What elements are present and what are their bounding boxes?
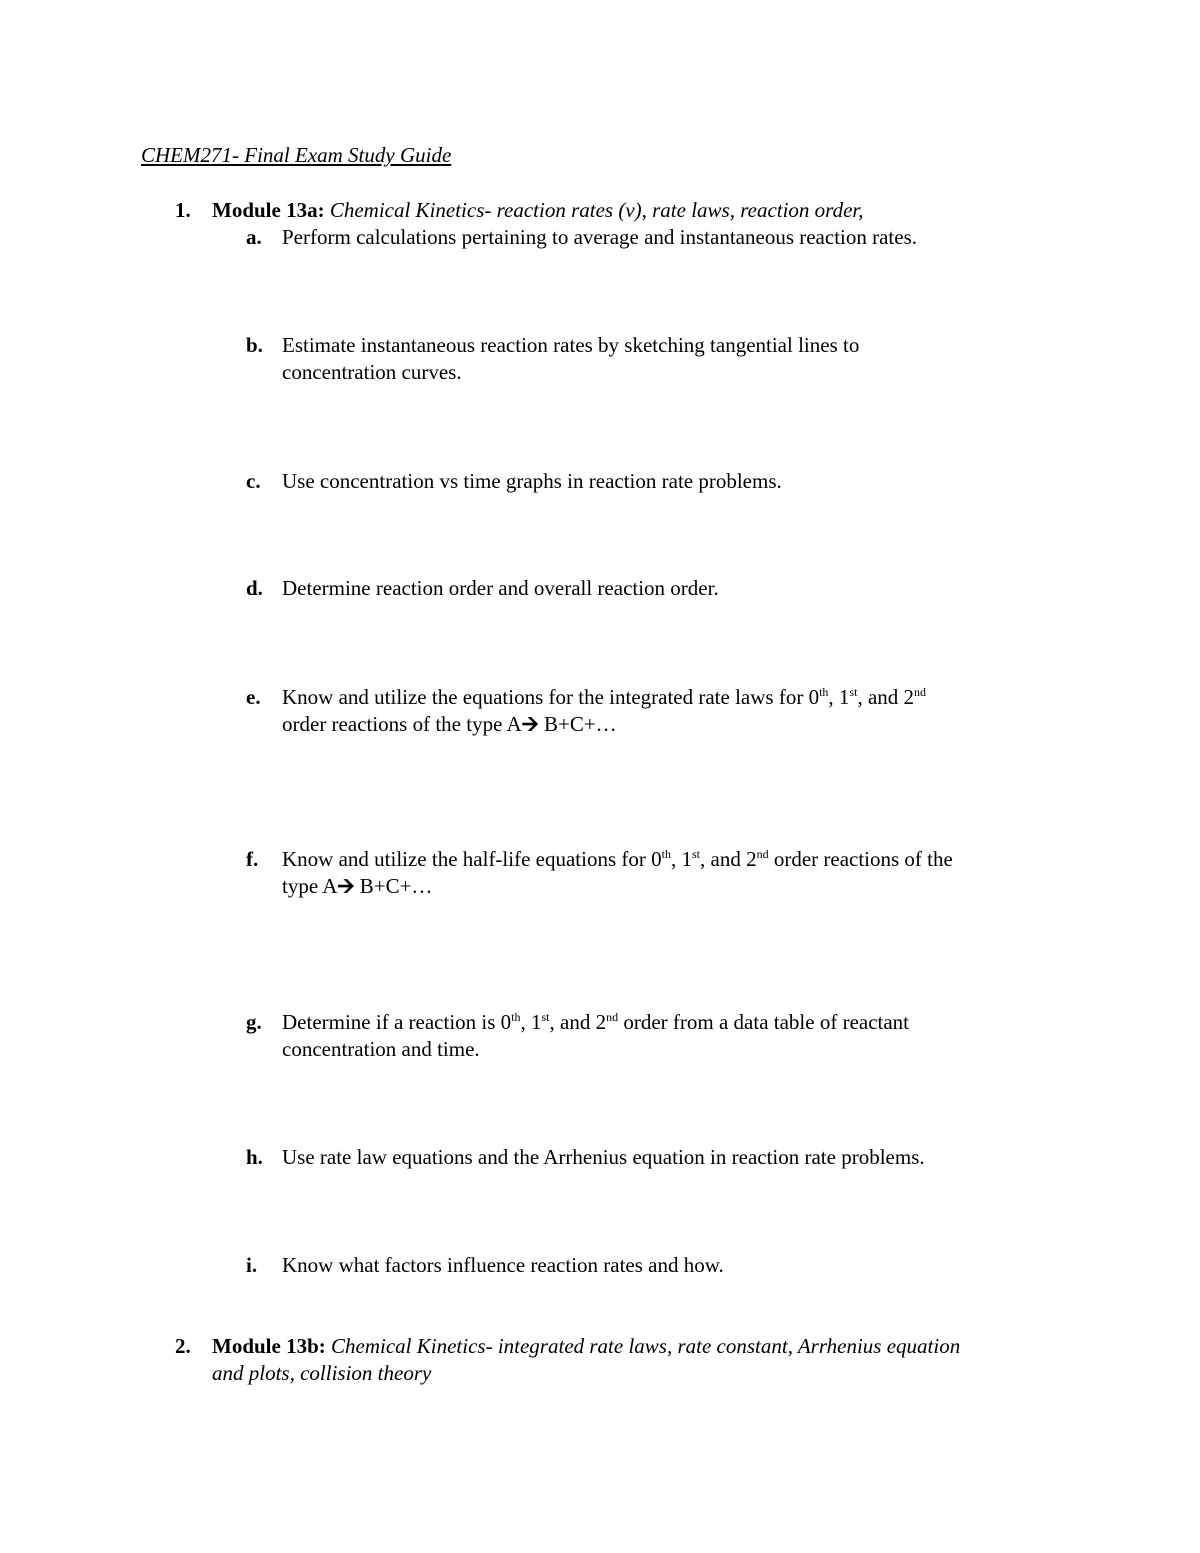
item-text — [282, 846, 1062, 900]
item-text — [282, 332, 1042, 386]
item-text-line: concentration curves. — [282, 360, 462, 384]
item-text-line: Determine if a reaction is 0th, 1st, and 2nd order from a data table of reactant — [282, 1010, 910, 1034]
item-text: Determine reaction order and overall reaction order. — [282, 576, 719, 600]
item-text-line: type A🡪 B+C+… — [282, 874, 433, 898]
item-text-line: Estimate instantaneous reaction rates by sketching tangential lines to — [282, 333, 860, 357]
module-number: 1. — [175, 198, 191, 222]
item-letter: g. — [246, 1010, 262, 1034]
item-letter: a. — [246, 225, 262, 249]
item-text — [282, 684, 1042, 738]
item-text — [282, 1009, 1042, 1063]
item-text: Use concentration vs time graphs in reaction rate problems. — [282, 469, 782, 493]
item-text-line: order reactions of the type A🡪 B+C+… — [282, 712, 617, 736]
item-text: Perform calculations pertaining to average and instantaneous reaction rates. — [282, 225, 918, 249]
item-text-line: Know and utilize the equations for the integrated rate laws for 0th, 1st, and 2nd — [282, 685, 927, 709]
module-label: Module 13a: — [212, 198, 325, 222]
module-description: Chemical Kinetics- integrated rate laws, rate constant, Arrhenius equation — [331, 1334, 961, 1358]
item-letter: f. — [246, 847, 259, 871]
item-letter: h. — [246, 1145, 263, 1169]
document-title: CHEM271- Final Exam Study Guide — [141, 143, 452, 167]
item-text-line: Know and utilize the half-life equations for 0th, 1st, and 2nd order reactions of the — [282, 847, 953, 871]
item-letter: d. — [246, 576, 263, 600]
item-text: Use rate law equations and the Arrhenius equation in reaction rate problems. — [282, 1145, 925, 1169]
item-letter: b. — [246, 333, 263, 357]
arrow-icon: 🡪 — [521, 712, 539, 736]
module-description: Chemical Kinetics- reaction rates (v), rate laws, reaction order, — [329, 198, 864, 222]
arrow-icon: 🡪 — [337, 874, 355, 898]
item-text: Know what factors influence reaction rates and how. — [282, 1253, 724, 1277]
module-heading-line — [212, 1333, 1072, 1360]
module-label: Module 13b: — [212, 1334, 326, 1358]
item-letter: i. — [246, 1253, 258, 1277]
module-description-line2: and plots, collision theory — [212, 1361, 432, 1385]
module-number: 2. — [175, 1334, 191, 1358]
item-letter: e. — [246, 685, 261, 709]
item-letter: c. — [246, 469, 261, 493]
item-text-line: concentration and time. — [282, 1037, 480, 1061]
